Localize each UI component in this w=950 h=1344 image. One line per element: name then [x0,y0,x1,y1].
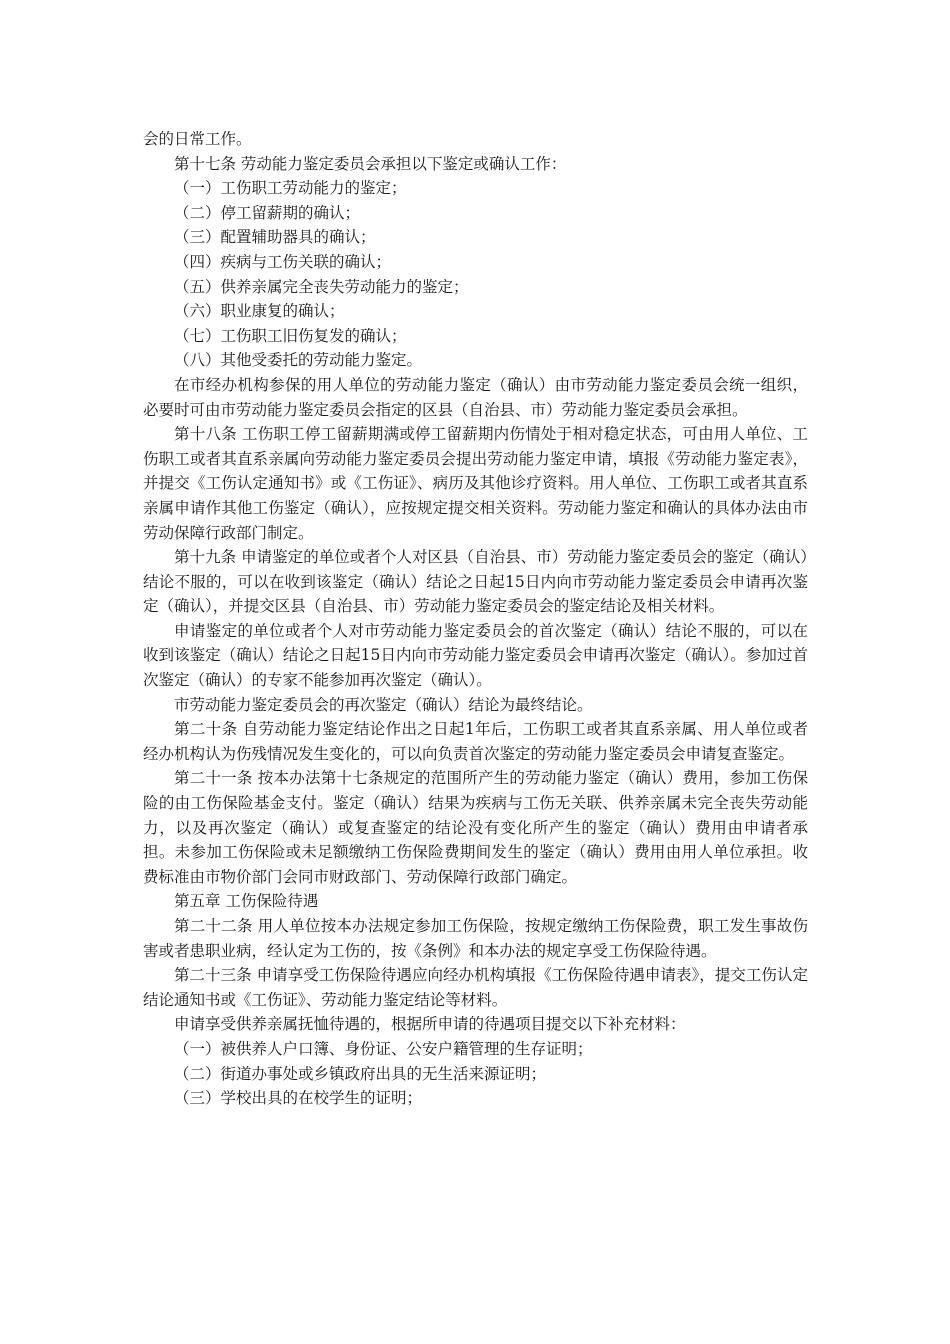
article-17-item-2: （二）停工留薪期的确认； [174,203,361,222]
article-20: 第二十条 自劳动能力鉴定结论作出之日起1年后，工伤职工或者其直系亲属、用人单位或者经办机构认为伤残情况发生变化的，可以向负责首次鉴定的劳动能力鉴定委员会申请复查鉴定。 [143,720,808,763]
article-17-item-8: （八）其他受委托的劳动能力鉴定。 [174,351,423,370]
article-17-item-1: （一）工伤职工劳动能力的鉴定； [174,179,407,198]
article-23-item-3: （三）学校出具的在校学生的证明； [174,1089,423,1108]
article-17-item-3: （三）配置辅助器具的确认； [174,228,376,247]
document-page [143,127,808,1111]
article-22: 第二十二条 用人单位按本办法规定参加工伤保险，按规定缴纳工伤保险费，职工发生事故伤害或者患职业病，经认定为工伤的，按《条例》和本办法的规定享受工伤保险待遇。 [143,917,808,960]
article-17-item-6: （六）职业康复的确认； [174,302,345,321]
article-17-paragraph: 在市经办机构参保的用人单位的劳动能力鉴定（确认）由市劳动能力鉴定委员会统一组织，必要时可由市劳动能力鉴定委员会指定的区县（自治县、市）劳动能力鉴定委员会承担。 [143,375,808,419]
article-21: 第二十一条 按本办法第十七条规定的范围所产生的劳动能力鉴定（确认）费用，参加工伤保险的由工伤保险基金支付。鉴定（确认）结果为疾病与工伤无关联、供养亲属未完全丧失劳动能力，以及再次鉴定（确认）或复查鉴定的结论没有变化所产生的鉴定（确认）费用由申请者承担。未参加工伤保险或未足额缴纳工伤保险费期间发生的鉴定（确认）费用由用人单位承担。收费标准由市物价部门会同市财政部门、劳动保障行政部门确定。 [143,769,808,886]
article-19-paragraph-2: 申请鉴定的单位或者个人对市劳动能力鉴定委员会的首次鉴定（确认）结论不服的，可以在收到该鉴定（确认）结论之日起15日内向市劳动能力鉴定委员会申请再次鉴定（确认）。参加过首次鉴定（确认）的专家不能参加再次鉴定（确认）。 [143,621,808,690]
article-17-item-4: （四）疾病与工伤关联的确认； [174,252,392,271]
article-23-item-1: （一）被供养人户口簿、身份证、公安户籍管理的生存证明； [174,1039,593,1058]
article-19: 第十九条 申请鉴定的单位或者个人对区县（自治县、市）劳动能力鉴定委员会的鉴定（确认）结论不服的，可以在收到该鉴定（确认）结论之日起15日内向市劳动能力鉴定委员会申请再次鉴定（确认），并提交区县（自治县、市）劳动能力鉴定委员会的鉴定结论及相关材料。 [143,548,808,616]
article-17-item-7: （七）工伤职工旧伤复发的确认； [174,326,407,345]
article-17-item-5: （五）供养亲属完全丧失劳动能力的鉴定； [174,277,469,296]
continued-text: 会的日常工作。 [143,130,252,148]
article-23-item-2: （二）街道办事处或乡镇政府出具的无生活来源证明； [174,1064,547,1083]
chapter-5-heading: 第五章 工伤保险待遇 [174,892,319,911]
article-19-paragraph-3: 市劳动能力鉴定委员会的再次鉴定（确认）结论为最终结论。 [174,695,593,714]
article-23-paragraph-2: 申请享受供养亲属抚恤待遇的，根据所申请的待遇项目提交以下补充材料： [174,1015,686,1034]
article-18: 第十八条 工伤职工停工留薪期满或停工留薪期内伤情处于相对稳定状态，可由用人单位、工伤职工或者其直系亲属向劳动能力鉴定委员会提出劳动能力鉴定申请，填报《劳动能力鉴定表》，并提交《工伤认定通知书》或《工伤证》、病历及其他诊疗资料。用人单位、工伤职工或者其直系亲属申请作其他工伤鉴定（确认），应按规定提交相关资料。劳动能力鉴定和确认的具体办法由市劳动保障行政部门制定。 [143,425,808,542]
article-23: 第二十三条 申请享受工伤保险待遇应向经办机构填报《工伤保险待遇申请表》，提交工伤认定结论通知书或《工伤证》、劳动能力鉴定结论等材料。 [143,966,808,1009]
article-17-heading: 第十七条 劳动能力鉴定委员会承担以下鉴定或确认工作： [174,154,567,173]
